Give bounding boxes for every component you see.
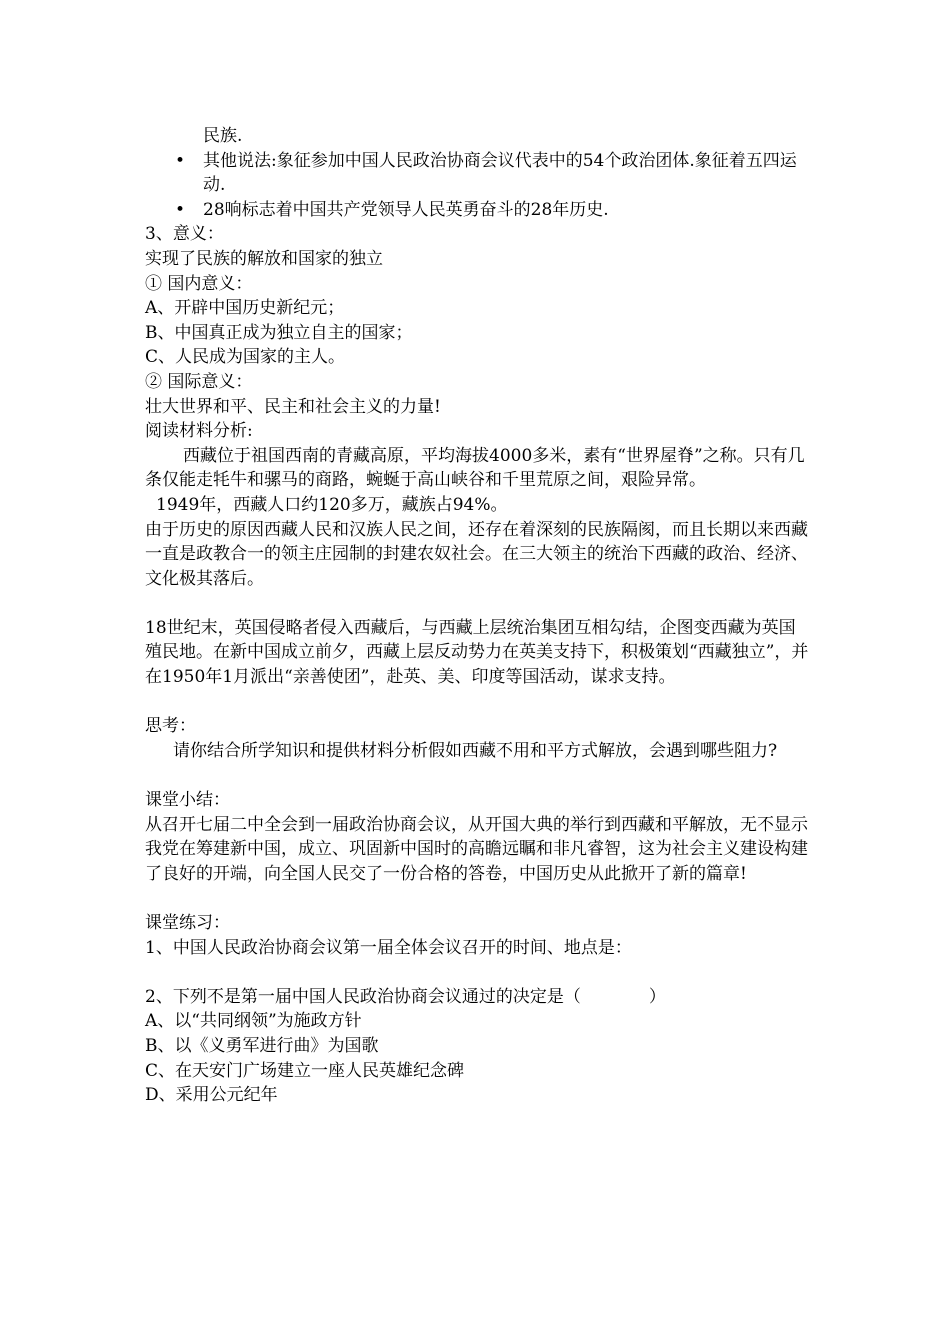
international-point: 壮大世界和平、民主和社会主义的力量!	[145, 396, 441, 417]
reading-paragraph: 西藏位于祖国西南的青藏高原，平均海拔4000多米，素有“世界屋脊”之称。只有几条仅能走牦牛和骡马的商路，蜿蜒于高山峡谷和千里荒原之间，艰险异常。	[145, 445, 805, 491]
option-c: C、在天安门广场建立一座人民英雄纪念碑	[145, 1060, 465, 1081]
reading-paragraph: 1949年，西藏人口约120多万，藏族占94%。	[156, 494, 508, 515]
domestic-point-c: C、人民成为国家的主人。	[145, 347, 346, 368]
bullet-continuation: 民族.	[203, 126, 243, 146]
document-page	[145, 124, 810, 1108]
summary-text: 从召开七届二中全会到一届政治协商会议，从开国大典的举行到西藏和平解放，无不显示我党在筹建新中国，成立、巩固新中国时的高瞻远瞩和非凡睿智，这为社会主义建设构建了良好的开端，向全国人民交了一份合格的答卷，中国历史从此掀开了新的篇章!	[145, 814, 808, 884]
bullet-item	[145, 198, 810, 223]
domestic-point-b: B、中国真正成为独立自主的国家；	[145, 322, 413, 343]
bullet-text: 其他说法:象征参加中国人民政治协商会议代表中的54个政治团体.象征着五四运动.	[203, 150, 797, 196]
exercise-question-1: 1、中国人民政治协商会议第一届全体会议召开的时间、地点是：	[145, 937, 632, 958]
option-a: A、以“共同纲领”为施政方针	[145, 1011, 362, 1032]
significance-heading: 3、意义：	[145, 224, 224, 245]
bullet-dot-icon: •	[175, 150, 186, 171]
think-heading: 思考：	[145, 716, 196, 737]
bullet-text: 28响标志着中国共产党领导人民英勇奋斗的28年历史.	[203, 199, 609, 220]
reading-paragraph: 由于历史的原因西藏人民和汉族人民之间，还存在着深刻的民族隔阂，而且长期以来西藏一直是政教合一的领主庄园制的封建农奴社会。在三大领主的统治下西藏的政治、经济、文化极其落后。	[145, 519, 808, 589]
domestic-heading: ① 国内意义：	[145, 273, 253, 294]
exercise-question-2: 2、下列不是第一届中国人民政治协商会议通过的决定是（ ）	[145, 986, 666, 1007]
international-heading: ② 国际意义：	[145, 371, 253, 392]
exercise-heading: 课堂练习：	[145, 913, 230, 933]
summary-heading: 课堂小结：	[145, 790, 230, 811]
option-b: B、以《义勇军进行曲》为国歌	[145, 1035, 379, 1056]
domestic-point-a: A、开辟中国历史新纪元；	[145, 298, 345, 319]
option-d: D、采用公元纪年	[145, 1085, 278, 1106]
reading-paragraph: 18世纪末，英国侵略者侵入西藏后，与西藏上层统治集团互相勾结，企图变西藏为英国殖民地。在新中国成立前夕，西藏上层反动势力在英美支持下，积极策划“西藏独立”，并在1950年1月派出“亲善使团”，赴英、美、印度等国活动，谋求支持。	[145, 617, 809, 688]
bullet-dot-icon: •	[175, 199, 186, 220]
significance-summary: 实现了民族的解放和国家的独立	[145, 248, 383, 269]
bullet-item	[145, 149, 810, 198]
think-question: 请你结合所学知识和提供材料分析假如西藏不用和平方式解放，会遇到哪些阻力?	[173, 740, 778, 761]
reading-heading: 阅读材料分析:	[145, 421, 253, 442]
